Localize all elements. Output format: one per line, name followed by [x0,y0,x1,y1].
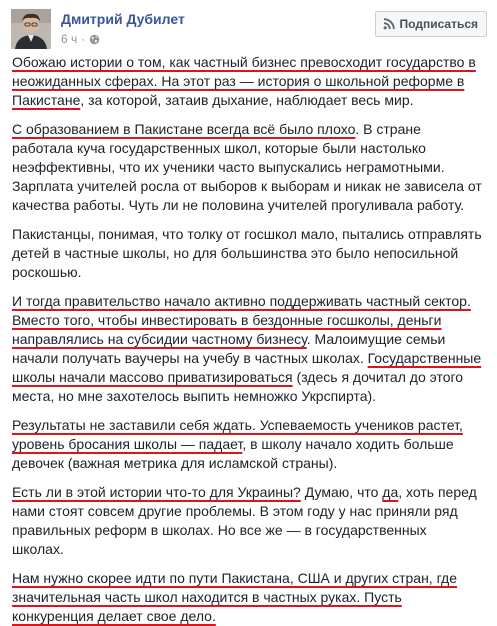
paragraph-text: (здесь я дочитал до этого места, но мне захотелось выпить немножко Укрспирта). [12,369,464,404]
highlighted-text: Обожаю истории о том, как частный бизнес превосходит государство в неожиданных сферах. На этот раз — история о школьной реформе в Пакистане [12,54,476,108]
author-avatar[interactable] [11,9,51,49]
subscribe-button[interactable] [375,11,487,37]
post-body [12,53,482,626]
highlighted-text: Государственные школы начали массово приватизироваться [12,350,482,385]
highlighted-text: Результаты не заставили себя ждать. Успеваемость учеников растет, уровень бросания школы — падает [12,417,463,452]
post-paragraph [12,569,482,626]
paragraph-text: . Малоимущие семьи начали получать ваучеры на учебу в частных школах. [12,331,446,366]
highlighted-text: да [382,484,399,500]
post-paragraph [12,483,482,559]
post-paragraph [12,225,482,282]
paragraph-text: , за которой, затаив дыхание, наблюдает весь мир. [80,92,414,108]
highlighted-text: Есть ли в этой истории что-то для Украины? [12,484,301,500]
avatar-photo [11,9,51,49]
highlighted-text: Нам нужно скорее идти по пути Пакистана, США и других стран, где значительная часть школ находится в частных руках. Пусть конкуренция делает свое дело. [12,570,458,624]
post-paragraph [12,416,482,473]
paragraph-text: , в школу начало ходить больше девочек (важная метрика для исламской страны). [12,436,454,471]
author-name[interactable]: Дмитрий Дубилет [61,11,185,27]
subscribe-label: Подписаться [399,17,478,31]
post-header [0,0,497,52]
globe-icon[interactable] [89,34,100,45]
meta-separator: · [81,32,86,46]
paragraph-text: Пакистанцы, понимая, что толку от госшкол мало, пытались отправлять детей в частные школы, но для большинства это было непосильной роскошью. [12,226,482,280]
highlighted-text: С образованием в Пакистане всегда всё было плохо [12,121,356,137]
post-meta [61,32,100,46]
rss-icon [383,18,395,30]
post-paragraph [12,292,482,406]
post-paragraph [12,120,482,215]
paragraph-text: , хоть перед нами стоят совсем другие проблемы. В этом году у нас приняли ряд правильных реформ в школах. Но все же — в государственных школах. [12,484,477,557]
highlighted-text: И тогда правительство начало активно поддерживать частный сектор. Вместо того, чтобы инвестировать в бездонные госшколы, деньги направлялись на субсидии частному бизнесу [12,293,471,347]
paragraph-text: Думаю, что [300,484,383,500]
post-paragraph [12,53,482,110]
post-time[interactable]: 6 ч [61,32,78,46]
paragraph-text: . В стране работала куча государственных школ, которые были настолько неэффективны, что их ученики часто выпускались неграмотными. Зарплата учителей росла от выборов к выборам и никак не зависела от качества работы. Чуть ли не половина учителей прогуливала работу. [12,121,482,213]
